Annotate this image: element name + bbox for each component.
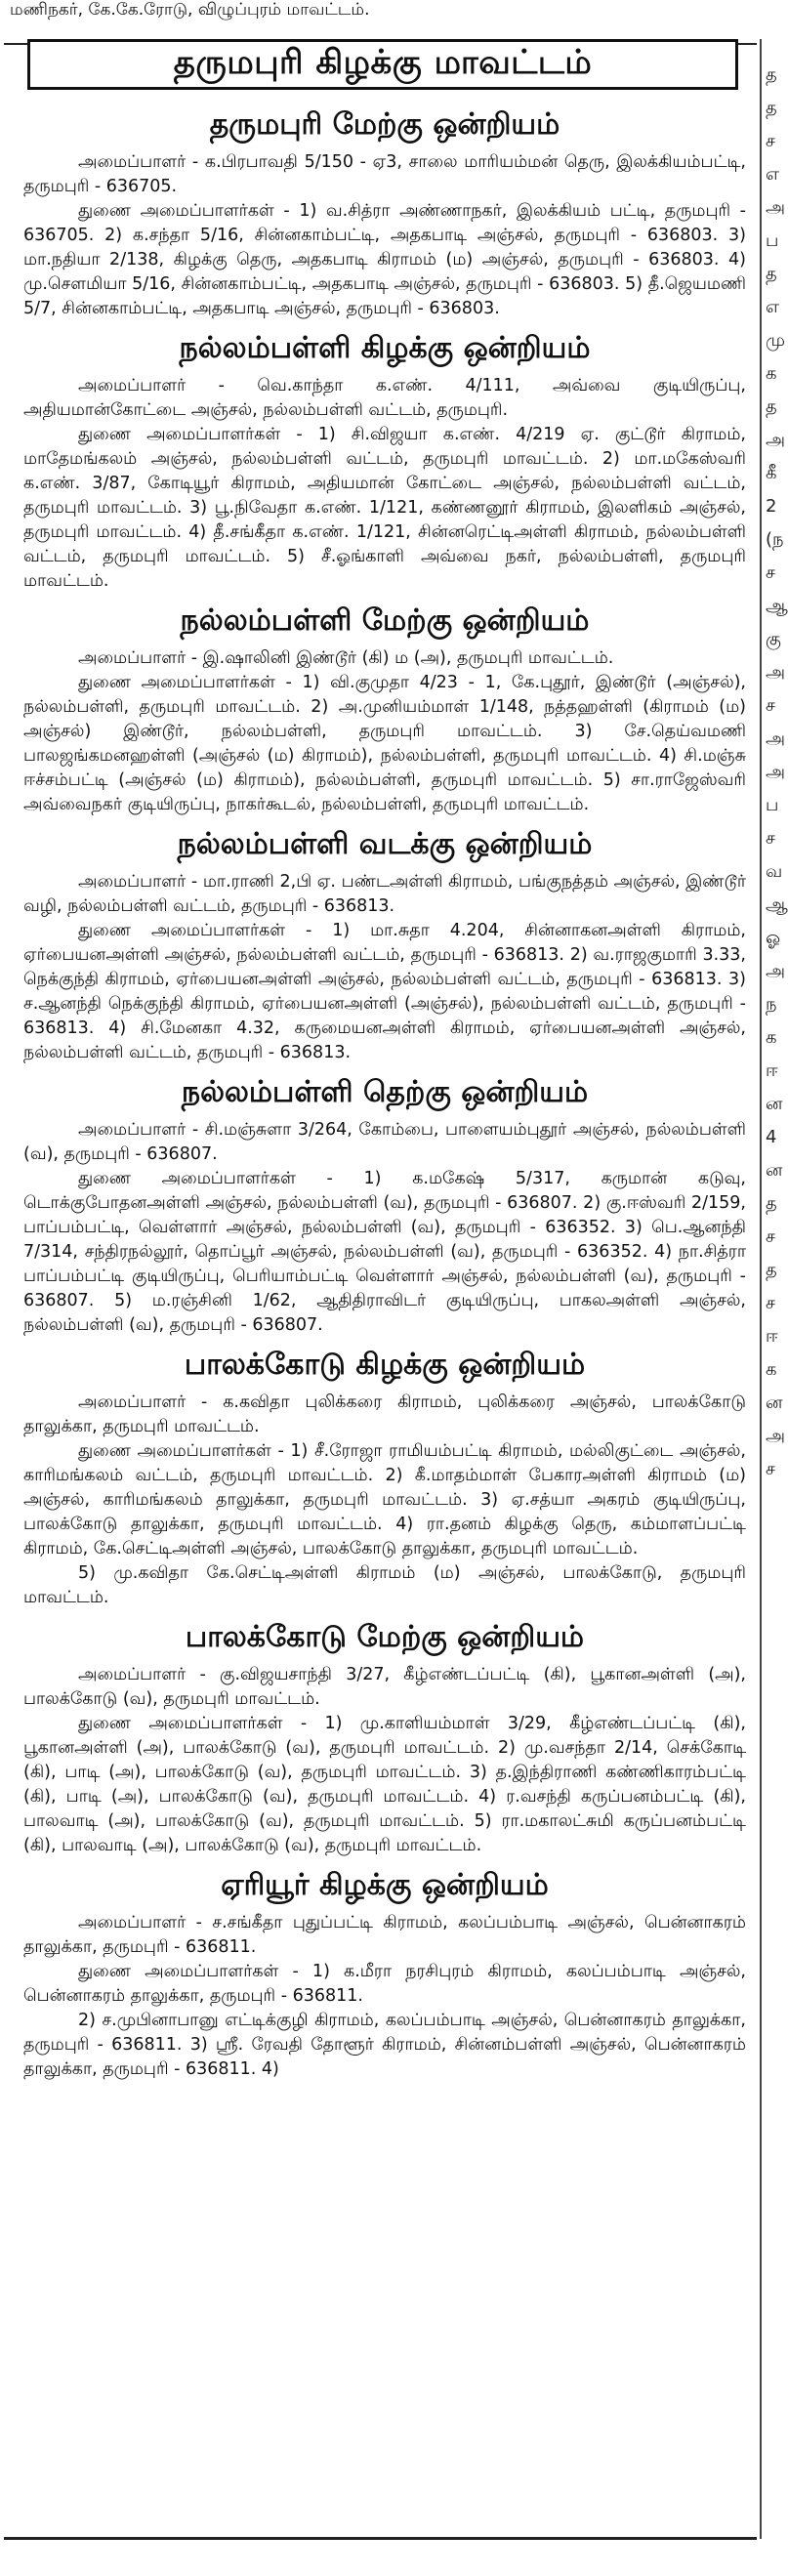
margin-glyph: அ (766, 762, 786, 782)
margin-glyph: த (766, 396, 777, 417)
union-title: பாலக்கோடு மேற்கு ஒன்றியம் (185, 1620, 585, 1654)
union-section (23, 602, 746, 817)
margin-glyph: த (766, 1193, 777, 1214)
margin-glyph: 4 (766, 1127, 777, 1147)
margin-glyph: த (766, 64, 777, 85)
margin-glyph: ன (766, 1392, 783, 1413)
margin-glyph: எ (766, 164, 780, 185)
margin-glyph: ச (766, 562, 775, 583)
margin-glyph: ஈ (766, 1326, 778, 1347)
margin-glyph: க (766, 1359, 777, 1380)
margin-glyph: ச (766, 1293, 775, 1313)
margin-glyph: கு (766, 629, 781, 649)
union-list (23, 98, 746, 2082)
union-section (23, 329, 746, 594)
margin-glyph: அ (766, 1426, 786, 1446)
union-section (23, 825, 746, 1065)
margin-glyph: மு (766, 330, 785, 351)
margin-glyph: அ (766, 728, 786, 749)
deputy-organizers-entry: துணை அமைப்பாளர்கள் - 1) மு.காளியம்மாள் 3/29, கீழ்எண்டப்பட்டி (கி), பூகானஅள்ளி (அ), பாலக்கோடு (வ), தருமபுரி மாவட்டம். 2) மு.வசந்தா 2/14, செக்கோடி (கி), பாடி (அ), பாலக்கோடு (வ), தருமபுரி மாவட்டம். 3) த.இந்திராணி கண்ணிகாரம்பட்டி (கி), பாடி (அ), பாலக்கோடு (வ), தருமபுரி மாவட்டம். 4) ர.வசந்தி கருப்பனம்பட்டி (கி), பாலவாடி (அ), பாலக்கோடு (வ), தருமபுரி மாவட்டம். 5) ரா.மகாலட்சுமி கருப்பனம்பட்டி (கி), பாலவாடி (அ), பாலக்கோடு (வ), தருமபுரி மாவட்டம். (23, 1714, 746, 1855)
margin-glyph: ந (766, 994, 777, 1015)
margin-glyph: அ (766, 662, 786, 683)
union-title: பாலக்கோடு கிழக்கு ஒன்றியம் (184, 1348, 586, 1382)
margin-glyph: ன (766, 1094, 783, 1114)
margin-glyph: அ (766, 961, 786, 981)
deputy-organizers-entry: துணை அமைப்பாளர்கள் - 1) க.மீரா நரசிபுரம் கிராமம், கலப்பம்பாடி அஞ்சல், பென்னாகரம் தாலுக்கா, தருமபுரி - 636811. (23, 1962, 746, 2006)
margin-glyph: ஓ (766, 928, 781, 948)
deputy-organizers-entry: 5) மு.கவிதா கே.செட்டிஅள்ளி கிராமம் (ம) அஞ்சல், பாலக்கோடு, தருமபுரி மாவட்டம். (23, 1563, 746, 1607)
margin-glyph: த (766, 98, 777, 118)
margin-glyph: ன (766, 1160, 783, 1181)
margin-glyph: த (766, 264, 777, 284)
margin-glyph: ச (766, 695, 775, 716)
bottom-divider (4, 2537, 757, 2540)
deputy-organizers-entry: துணை அமைப்பாளர்கள் - 1) க.மகேஷ் 5/317, கருமான் கடுவு, டொக்குபோதனஅள்ளி அஞ்சல், நல்லம்பள்ளி (வ), தருமபுரி - 636807. 2) கு.ஈஸ்வரி 2/159, பாப்பம்பட்டி, வெள்ளார் அஞ்சல், நல்லம்பள்ளி (வ), தருமபுரி - 636352. 3) பெ.ஆனந்தி 7/314, சந்திரநல்லூர், தொப்பூர் அஞ்சல், நல்லம்பள்ளி (வ), தருமபுரி - 636352. 4) நா.சித்ரா பாப்பம்பட்டி குடியிருப்பு, பெரியாம்பட்டி வெள்ளார் அஞ்சல், நல்லம்பள்ளி (வ), தருமபுரி - 636807. 5) ம.ரஞ்சினி 1/62, ஆதிதிராவிடர் குடியிருப்பு, பாகலஅள்ளி அஞ்சல், நல்லம்பள்ளி (வ), தருமபுரி - 636807. (23, 1169, 746, 1335)
district-banner: தருமபுரி கிழக்கு மாவட்டம் (27, 39, 738, 90)
organizer-entry: அமைப்பாளர் - கு.விஜயசாந்தி 3/27, கீழ்எண்டப்பட்டி (கி), பூகானஅள்ளி (அ), பாலக்கோடு (வ), தருமபுரி மாவட்டம். (23, 1665, 746, 1709)
union-title: ஏரியூர் கிழக்கு ஒன்றியம் (221, 1868, 549, 1902)
deputy-organizers-entry: துணை அமைப்பாளர்கள் - 1) சீ.ரோஜா ராமியம்பட்டி கிராமம், மல்லிகுட்டை அஞ்சல், காரிமங்கலம் வட்டம், தருமபுரி மாவட்டம். 2) கீ.மாதம்மாள் பேகாரஅள்ளி கிராமம் (ம) அஞ்சல், காரிமங்கலம் தாலுக்கா, தருமபுரி மாவட்டம். 3) ஏ.சத்யா அகரம் குடியிருப்பு, பாலக்கோடு தாலுக்கா, தருமபுரி மாவட்டம். 4) ரா.தனம் கிழக்கு தெரு, கம்மாளப்பட்டி கிராமம், கே.செட்டிஅள்ளி அஞ்சல், பாலக்கோடு தாலுக்கா, தருமபுரி மாவட்டம். (23, 1441, 746, 1558)
margin-glyph: க (766, 1027, 777, 1048)
organizer-entry: அமைப்பாளர் - ச.சங்கீதா புதுப்பட்டி கிராமம், கலப்பம்பாடி அஞ்சல், பென்னாகரம் தாலுக்கா, தருமபுரி - 636811. (23, 1913, 746, 1957)
union-section (23, 105, 746, 321)
margin-glyph: த (766, 1260, 777, 1280)
organizer-entry: அமைப்பாளர் - க.கவிதா புலிக்கரை கிராமம், புலிக்கரை அஞ்சல், பாலக்கோடு தாலுக்கா, தருமபுரி மாவட்டம். (23, 1392, 746, 1436)
adjacent-column-fragment (766, 59, 788, 2558)
organizer-entry: அமைப்பாளர் - வெ.காந்தா க.எண். 4/111, அவ்வை குடியிருப்பு, அதியமான்கோட்டை அஞ்சல், நல்லம்பள்ளி வட்டம், தருமபுரி. (23, 376, 746, 420)
margin-glyph: அ (766, 430, 786, 450)
margin-glyph: ச (766, 1459, 775, 1479)
organizer-entry: அமைப்பாளர் - மா.ராணி 2,பி ஏ. பண்டஅள்ளி கிராமம், பங்குநத்தம் அஞ்சல், இண்டூர் வழி, நல்லம்பள்ளி வட்டம், தருமபுரி - 636813. (23, 872, 746, 916)
margin-glyph: (ந (766, 529, 784, 550)
margin-glyph: ச (766, 1226, 775, 1247)
margin-glyph: ஆ (766, 894, 788, 915)
top-strip-text: மணிநகர், கே.கே.ரோடு, விழுப்புரம் மாவட்டம். (10, 0, 370, 20)
organizer-entry: அமைப்பாளர் - க.பிரபாவதி 5/150 - ஏ3, சாலை மாரியம்மன் தெரு, இலக்கியம்பட்டி, தருமபுரி - 636705. (23, 152, 746, 196)
union-section (23, 1618, 746, 1858)
deputy-organizers-entry: துணை அமைப்பாளர்கள் - 1) சி.விஜயா க.எண். 4/219 ஏ. குட்டூர் கிராமம், மாதேமங்கலம் அஞ்சல், நல்லம்பள்ளி வட்டம், தருமபுரி மாவட்டம். 2) மா.மகேஸ்வரி க.எண். 3/87, கோடியூர் கிராமம், அதியமான் கோட்டை அஞ்சல், நல்லம்பள்ளி வட்டம், தருமபுரி மாவட்டம். 3) பூ.நிவேதா க.எண். 1/121, கண்ணனூர் கிராமம், இலளிகம் அஞ்சல், தருமபுரி மாவட்டம். 4) தீ.சங்கீதா க.எண். 1/121, சின்னரெட்டிஅள்ளி கிராமம், நல்லம்பள்ளி வட்டம், தருமபுரி மாவட்டம். 5) சீ.ஓங்காளி அவ்வை நகர், நல்லம்பள்ளி, தருமபுரி மாவட்டம். (23, 425, 746, 591)
deputy-organizers-entry: துணை அமைப்பாளர்கள் - 1) மா.சுதா 4.204, சின்னாகனஅள்ளி கிராமம், ஏர்பையனஅள்ளி அஞ்சல், நல்லம்பள்ளி வட்டம், தருமபுரி - 636813. 2) வ.ராஜகுமாரி 3.33, நெக்குந்தி கிராமம், ஏர்பையனஅள்ளி அஞ்சல், நல்லம்பள்ளி வட்டம், தருமபுரி - 636813. 3) ச.ஆனந்தி நெக்குந்தி கிராமம், ஏர்பையனஅள்ளி (அஞ்சல்), நல்லம்பள்ளி வட்டம், தருமபுரி - 636813. 4) சி.மேனகா 4.32, கருமையனஅள்ளி கிராமம், ஏர்பையனஅள்ளி அஞ்சல், நல்லம்பள்ளி வட்டம், தருமபுரி - 636813. (23, 921, 746, 1062)
union-title: நல்லம்பள்ளி தெற்கு ஒன்றியம் (181, 1075, 589, 1109)
margin-glyph: ச (766, 828, 775, 849)
margin-glyph: கீ (766, 463, 777, 483)
union-section (23, 1073, 746, 1338)
union-section (23, 1346, 746, 1610)
deputy-organizers-entry: 2) ச.முபினாபானு எட்டிக்குழி கிராமம், கலப்பம்பாடி அஞ்சல், பென்னாகரம் தாலுக்கா, தருமபுரி - 636811. 3) ஸ்ரீ. ரேவதி தோளூர் கிராமம், சின்னம்பள்ளி அஞ்சல், பென்னாகரம் தாலுக்கா, தருமபுரி - 636811. 4) (23, 2011, 746, 2079)
deputy-organizers-entry: துணை அமைப்பாளர்கள் - 1) வ.சித்ரா அண்ணாநகர், இலக்கியம் பட்டி, தருமபுரி - 636705. 2) க.சந்தா 5/16, சின்னகாம்பட்டி, அதகபாடி அஞ்சல், தருமபுரி - 636803. 3) மா.நதியா 2/138, கிழக்கு தெரு, அதகபாடி கிராமம் (ம) அஞ்சல், தருமபுரி - 636803. 4) மு.சௌமியா 5/16, சின்னகாம்பட்டி, அதகபாடி அஞ்சல், தருமபுரி - 636803. 5) தீ.ஜெயமணி 5/7, சின்னகாம்பட்டி, அதகபாடி அஞ்சல், தருமபுரி - 636803. (23, 201, 746, 318)
margin-glyph: ப (766, 795, 779, 815)
deputy-organizers-entry: துணை அமைப்பாளர்கள் - 1) வி.குமுதா 4/23 - 1, கே.புதூர், இண்டூர் (அஞ்சல்), நல்லம்பள்ளி, தருமபுரி மாவட்டம். 2) அ.முனியம்மாள் 1/148, நத்தஹள்ளி (கிராமம் (ம) அஞ்சல்) இண்டூர், நல்லம்பள்ளி, தருமபுரி மாவட்டம். 3) சே.தெய்வமணி பாலஜங்கமனஹள்ளி (அஞ்சல் (ம) கிராமம்), நல்லம்பள்ளி, தருமபுரி மாவட்டம். 4) சி.மஞ்சு ஈச்சம்பட்டி (அஞ்சல் (ம) கிராமம்), நல்லம்பள்ளி, தருமபுரி மாவட்டம். 5) சா.ராஜேஸ்வரி அவ்வைநகர் குடியிருப்பு, நாகர்கூடல், நல்லம்பள்ளி, தருமபுரி மாவட்டம். (23, 673, 746, 814)
margin-glyph: க (766, 363, 777, 384)
margin-glyph: ச (766, 131, 775, 151)
margin-glyph: ஈ (766, 1060, 778, 1081)
margin-glyph: ஆ (766, 596, 788, 616)
organizer-entry: அமைப்பாளர் - இ.ஷாலினி இண்டூர் (கி) ம (அ), தருமபுரி மாவட்டம். (78, 648, 614, 668)
union-title: நல்லம்பள்ளி கிழக்கு ஒன்றியம் (179, 331, 591, 365)
margin-glyph: வ (766, 861, 783, 882)
union-title: தருமபுரி மேற்கு ஒன்றியம் (209, 107, 560, 142)
union-section (23, 1866, 746, 2082)
union-title: நல்லம்பள்ளி வடக்கு ஒன்றியம் (177, 827, 593, 861)
margin-glyph: ப (766, 230, 779, 251)
union-title: நல்லம்பள்ளி மேற்கு ஒன்றியம் (180, 603, 590, 638)
margin-glyph: அ (766, 197, 786, 218)
organizer-entry: அமைப்பாளர் - சி.மஞ்சுளா 3/264, கோம்பை, பாளையம்புதூர் அஞ்சல், நல்லம்பள்ளி (வ), தருமபுரி - 636807. (23, 1120, 746, 1164)
margin-glyph: எ (766, 297, 780, 317)
column-divider (760, 39, 762, 2539)
margin-glyph: 2 (766, 496, 777, 517)
